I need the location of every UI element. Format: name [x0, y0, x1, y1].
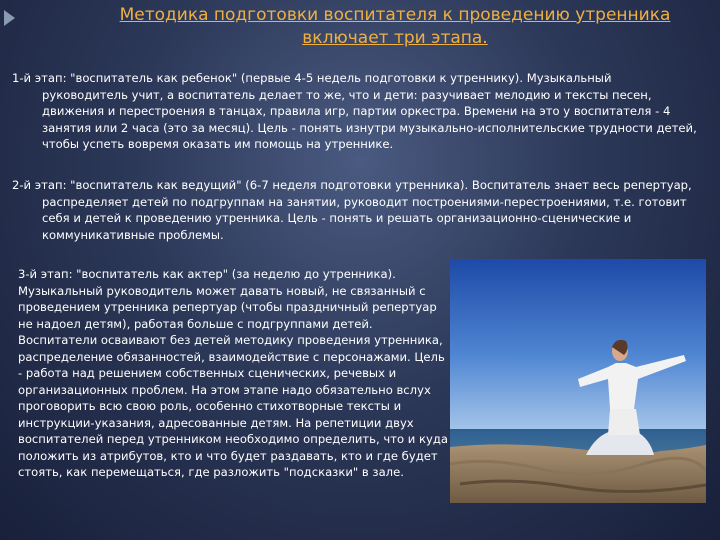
title-line-2: включает три этапа. — [302, 28, 488, 48]
stage-3-paragraph: 3-й этап: "воспитатель как актер" (за неделю до утренника). Музыкальный руководитель может давать новый, не связанный с проведением утренника репертуар (чтобы праздничный репертуар не надоел детям), работая больше с подгруппами детей. Воспитатели осваивают без детей методику проведения утренника, распределение обязанностей, взаимодействие с персонажами. Цель - работа над решением собственных сценических, речевых и организационных проблем. На этом этапе надо обязательно вслух проговорить всю свою роль, особенно стихотворные тексты и инструкции-указания, адресованные детям. На репетиции двух воспитателей перед утренником необходимо определить, что и куда положить из атрибутов, кто и что будет раздавать, кто и где будет стоять, как перемещаться, где разложить "подсказки" в зале. — [18, 267, 448, 479]
title-line-1: Методика подготовки воспитателя к проведению утренника — [119, 5, 671, 25]
meditation-photo — [450, 259, 706, 503]
stage-2-paragraph: 2-й этап: "воспитатель как ведущий" (6-7 неделя подготовки утренника). Воспитатель знает весь репертуар, распределяет детей по подгруппам на занятии, руководит построениями-перестроениями, т.е. готовит себя и детей к проведению утренника. Цель - понять и решать организационно-сценические и коммуникативные проблемы. — [12, 178, 692, 242]
stage-1-paragraph: 1-й этап: "воспитатель как ребенок" (первые 4-5 недель подготовки к утреннику). Музыкальный руководитель учит, а воспитатель делает то же, что и дети: разучивает мелодию и тексты песен, движения и перестроения в танцах, правила игр, партии оркестра. Времени на это у воспитателя - 4 занятия или 2 часа (это за месяц). Цель - понять изнутри музыкально-исполнительские трудности детей, чтобы успеть вовремя оказать им помощь на утреннике. — [12, 71, 697, 151]
arrow-icon — [4, 10, 15, 26]
woman-on-beach-image — [450, 259, 706, 503]
page-title — [70, 4, 720, 50]
